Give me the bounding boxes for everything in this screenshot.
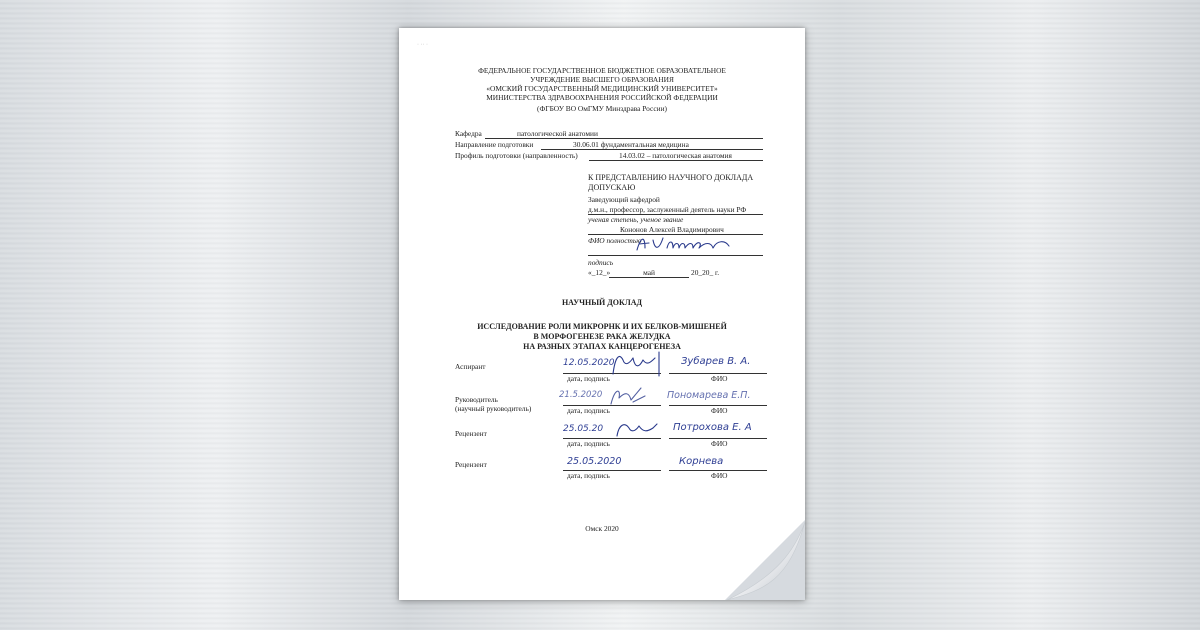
header-line-2: УЧРЕЖДЕНИЕ ВЫСШЕГО ОБРАЗОВАНИЯ [530, 75, 674, 84]
signer-role: Аспирант [455, 362, 486, 371]
handwritten-signature [609, 348, 669, 378]
fio-caption: ФИО [711, 471, 728, 480]
fio-caption: ФИО [711, 406, 728, 415]
handwritten-date: 12.05.2020 [563, 358, 615, 368]
report-type: НАУЧНЫЙ ДОКЛАД [561, 298, 643, 307]
fio-caption: ФИО [711, 374, 728, 383]
date-caption: дата, подпись [567, 406, 610, 415]
header-line-4: МИНИСТЕРСТВА ЗДРАВООХРАНЕНИЯ РОССИЙСКОЙ ФЕДЕРАЦИИ [486, 93, 718, 102]
header-line-3: «ОМСКИЙ ГОСУДАРСТВЕННЫЙ МЕДИЦИНСКИЙ УНИВЕРСИТЕТ» [486, 84, 718, 93]
dept-value: патологической анатомии [485, 129, 763, 139]
signer-role: Рецензент [455, 429, 487, 438]
handwritten-signature [607, 384, 647, 408]
document-page [399, 28, 805, 600]
approval-line-1: К ПРЕДСТАВЛЕНИЮ НАУЧНОГО ДОКЛАДА [588, 173, 754, 182]
approval-line-6: Кононов Алексей Владимирович [588, 225, 763, 235]
date-caption: дата, подпись [567, 471, 610, 480]
approval-line-4: д.м.н., профессор, заслуженный деятель науки РФ [588, 205, 763, 215]
date-caption: дата, подпись [567, 374, 610, 383]
dept-label: Кафедра [455, 129, 482, 138]
header-line-5: (ФГБОУ ВО ОмГМУ Минздрава России) [537, 104, 667, 113]
approval-line-8: подпись [588, 258, 614, 267]
approval-date-month: май [609, 268, 689, 278]
report-title-2: В МОРФОГЕНЕЗЕ РАКА ЖЕЛУДКА [533, 332, 671, 341]
handwritten-name: Зубарев В. А. [681, 356, 751, 367]
profile-value: 14.03.02 – патологическая анатомия [589, 151, 763, 161]
direction-label: Направление подготовки [455, 140, 534, 149]
header-line-1: ФЕДЕРАЛЬНОЕ ГОСУДАРСТВЕННОЕ БЮДЖЕТНОЕ ОБРАЗОВАТЕЛЬНОЕ [478, 66, 726, 75]
handwritten-name: Потрохова Е. А [673, 422, 752, 433]
signer-role: Руководитель [455, 395, 498, 404]
approval-line-5: ученая степень, ученое звание [588, 215, 684, 224]
signer-role-2: (научный руководитель) [455, 404, 532, 413]
profile-label: Профиль подготовки (направленность) [455, 151, 578, 160]
page-curl [725, 520, 805, 600]
handwritten-date: 21.5.2020 [559, 390, 603, 400]
approval-line-7: ФИО полностью [588, 236, 642, 245]
handwritten-signature [613, 418, 659, 440]
signer-role: Рецензент [455, 460, 487, 469]
approval-date-day: «_12_» [588, 268, 611, 277]
approval-line-3: Заведующий кафедрой [588, 195, 660, 204]
city-year: Омск 2020 [585, 524, 619, 533]
handwritten-name: Пономарева Е.П. [667, 390, 751, 401]
scan-speck: · ·· · [417, 42, 428, 48]
handwritten-date: 25.05.20 [563, 424, 604, 434]
report-title-3: НА РАЗНЫХ ЭТАПАХ КАНЦЕРОГЕНЕЗА [523, 342, 681, 351]
approval-date-year: 20_20_ г. [691, 268, 720, 277]
fio-caption: ФИО [711, 439, 728, 448]
direction-value: 30.06.01 фундаментальная медицина [541, 140, 763, 150]
handwritten-name: Корнева [679, 456, 724, 467]
head-signature [633, 232, 743, 256]
date-caption: дата, подпись [567, 439, 610, 448]
approval-line-2: ДОПУСКАЮ [588, 183, 636, 192]
handwritten-date: 25.05.2020 [567, 456, 622, 467]
report-title-1: ИССЛЕДОВАНИЕ РОЛИ МИКРОРНК И ИХ БЕЛКОВ-МИШЕНЕЙ [477, 322, 727, 331]
